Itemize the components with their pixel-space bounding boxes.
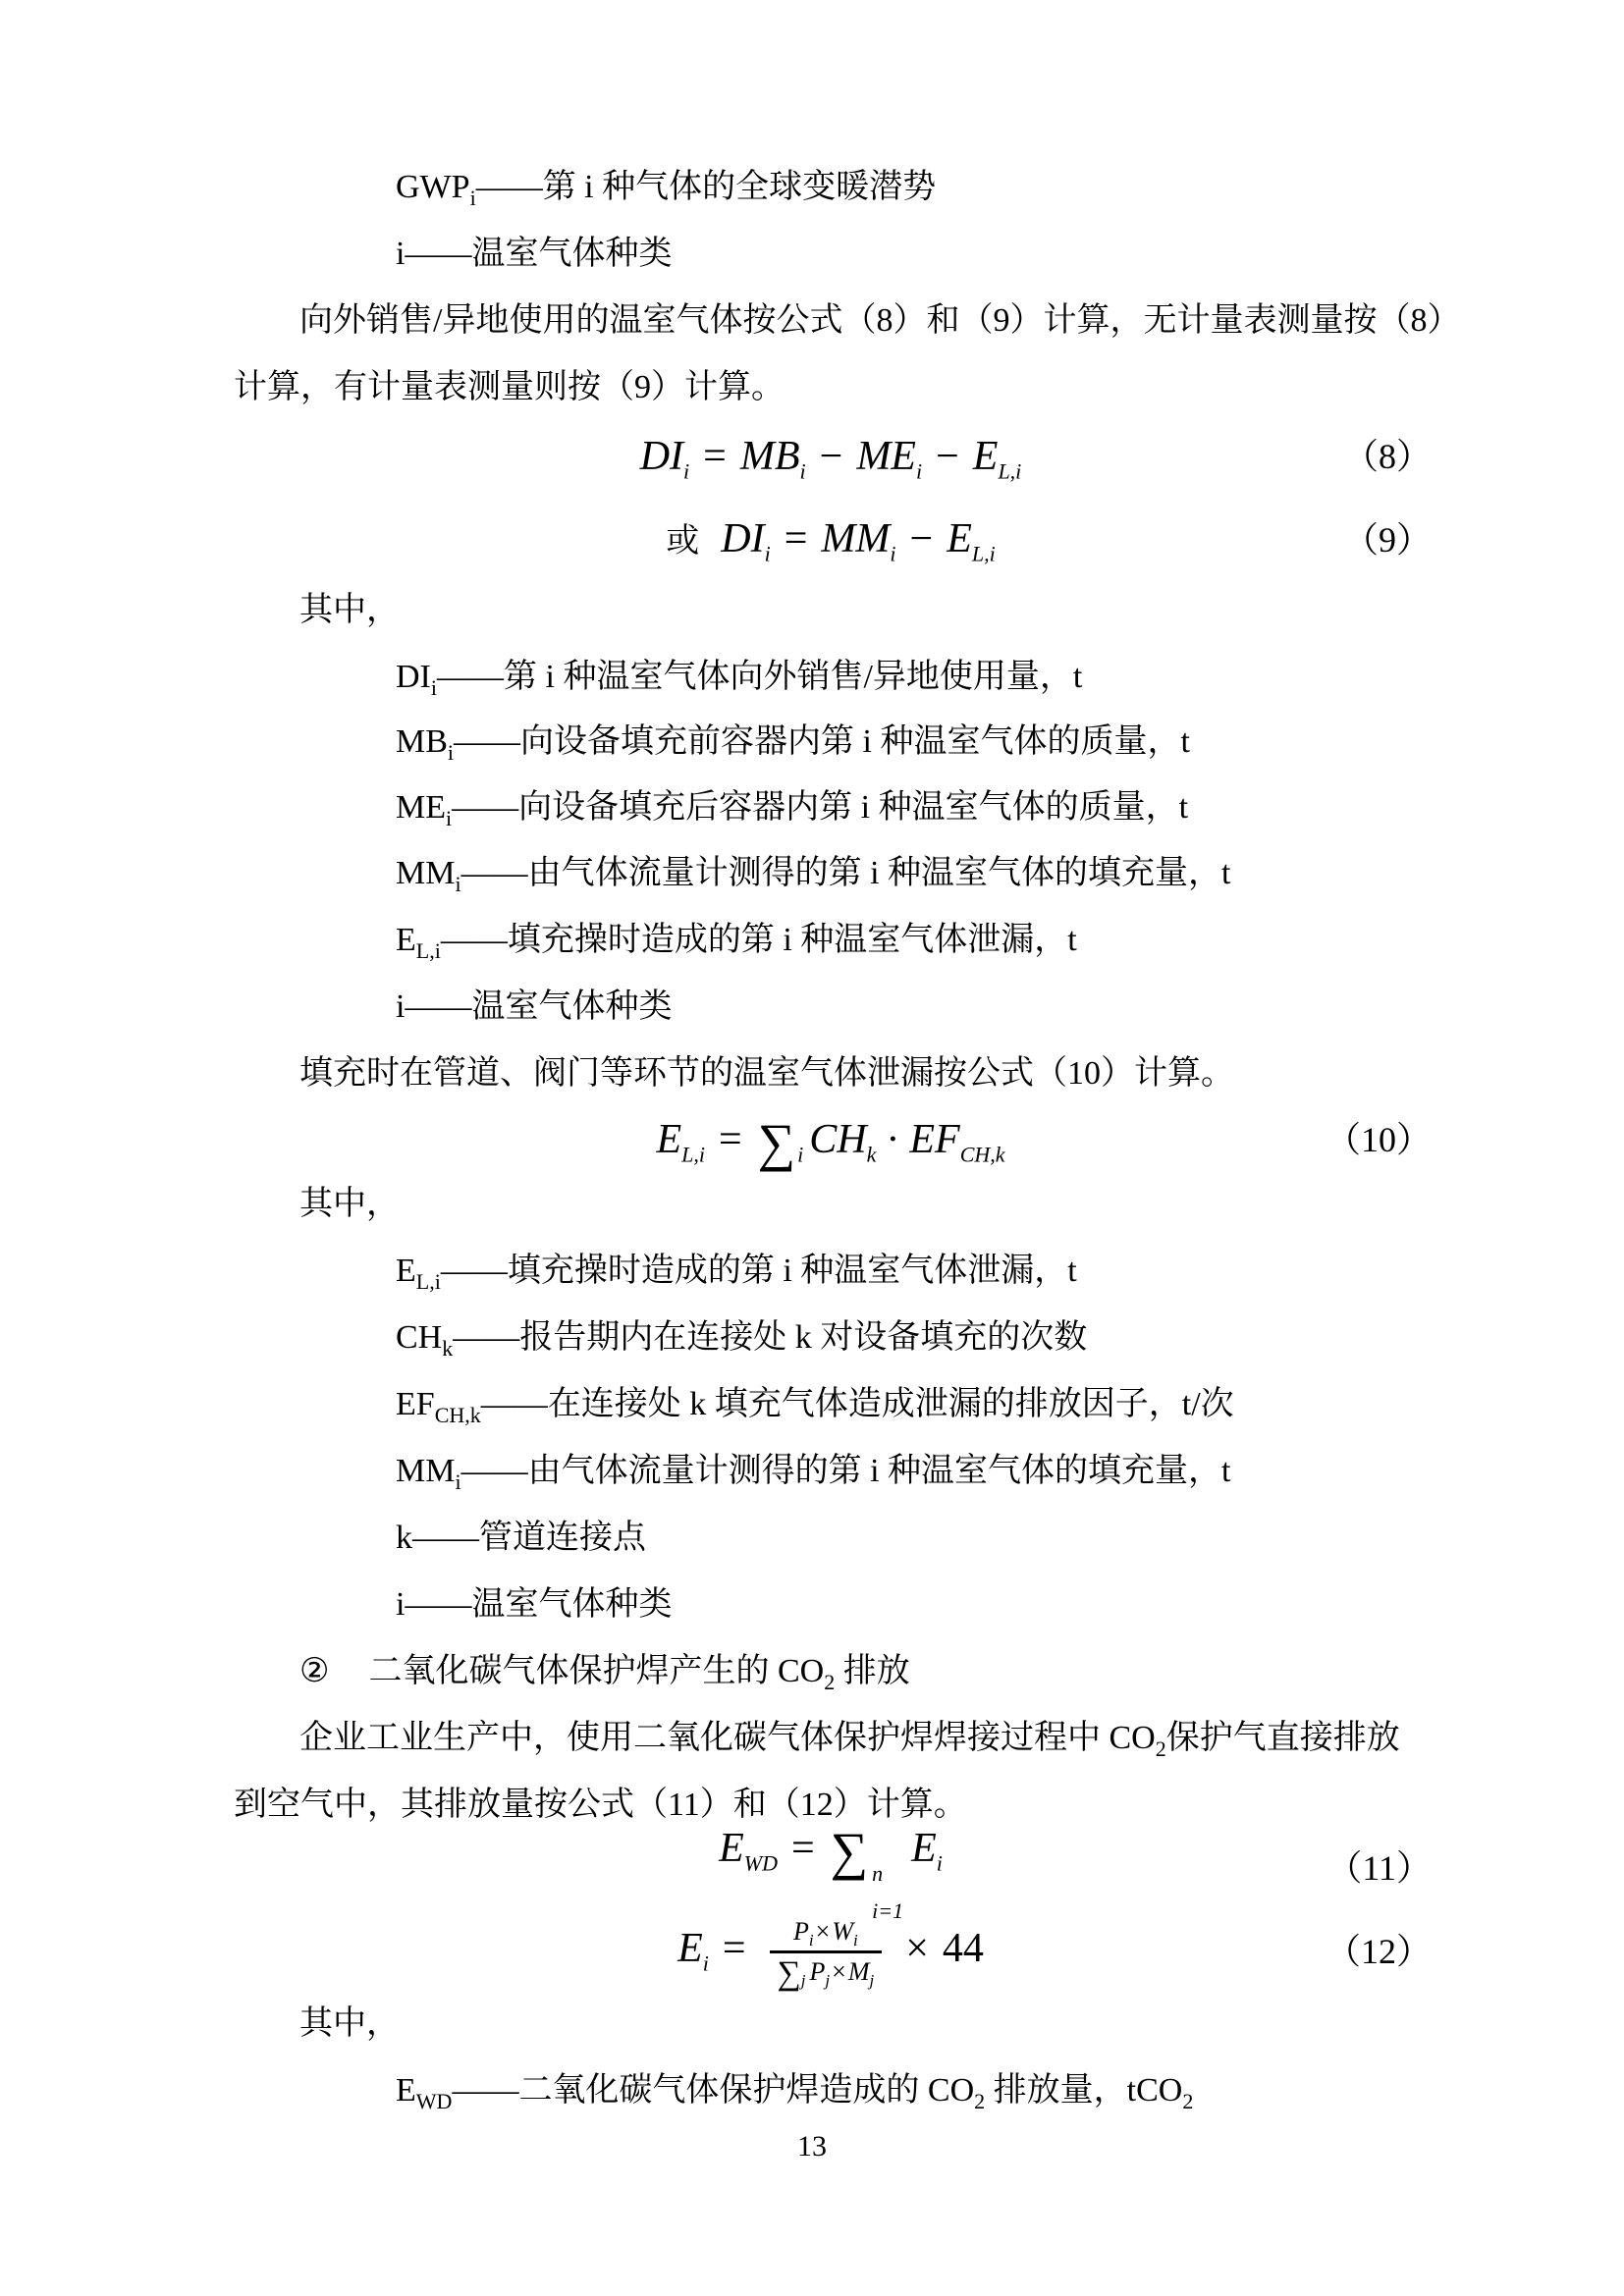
label-qizhong-3: 其中， (299, 2005, 400, 2042)
equation-number-9: （9） (1342, 520, 1432, 560)
page-number: 13 (797, 2130, 827, 2163)
definition-ch: $CH_k——$报告期内在连接处 k 对设备填充的次数 (396, 1319, 1088, 1361)
formula-8: $DI_i = MB_i - ME_i - E_{L,i}$ (639, 434, 1022, 484)
definition-me: $ME_i——$向设备填充后容器内第 i 种温室气体的质量，t (396, 789, 1189, 830)
sigma-symbol: ∑ (777, 1954, 801, 1992)
sigma-symbol: ∑ (830, 1821, 869, 1881)
equation-8 (234, 423, 1467, 490)
definition-mm-2: $MM_i——$由气体流量计测得的第 i 种温室气体的填充量，t (396, 1453, 1231, 1494)
definition-eli-2: $E_{L,i}——$填充操时造成的第 i 种温室气体泄漏，t (396, 1253, 1077, 1294)
equation-number-12: （12） (1325, 1932, 1432, 1971)
formula-11: $E_{WD}$ = ∑ n i=1 $E_i$ (719, 1821, 943, 1923)
definition-eli-1: $E_{L,i}——$填充操时造成的第 i 种温室气体泄漏，t (396, 922, 1077, 963)
fraction (770, 1915, 883, 1992)
heading-co2-welding: ② 二氧化碳气体保护焊产生的 $CO_2$ 排放 (299, 1653, 910, 1694)
definition-k: k——管道连接点 (396, 1520, 646, 1556)
formula-10: $E_{L,i} = \sum_i$ $CH_k \cdot EF_{CH,k}$ (656, 1113, 1005, 1172)
label-qizhong-1: 其中， (299, 592, 400, 628)
formula-12: $E_i$ = $\frac{P_i\times W_i}{\sum_j P_j\times M_j}$ × 44 (677, 1916, 984, 1992)
definition-gas-type-1: i——温室气体种类 (396, 236, 673, 272)
definition-gas-type-2: i——温室气体种类 (396, 988, 673, 1025)
definition-ewd: $E_{WD}——$二氧化碳气体保护焊造成的 $CO_2$ 排放量，tCO$_2$ (396, 2072, 1194, 2113)
definition-ef: $EF_{CH,k}——$在连接处 k 填充气体造成泄漏的排放因子，t/次 (396, 1386, 1234, 1427)
paragraph-welding-line-2: 到空气中，其排放量按公式（11）和（12）计算。 (234, 1787, 967, 1823)
formula-9: 或 $DI_i = MM_i - E_{L,i}$ (666, 515, 996, 565)
equation-10 (234, 1106, 1467, 1173)
definition-di: $DI_i——$第 i 种温室气体向外销售/异地使用量，t (396, 659, 1083, 700)
fraction-numerator: $P_i\times W_i$ (793, 1916, 858, 1949)
label-qizhong-2: 其中， (299, 1186, 400, 1222)
sigma-limits: n i=1 (872, 1860, 904, 1923)
paragraph-sales-line-2: 计算，有计量表测量则按（9）计算。 (234, 369, 785, 405)
equation-11 (234, 1821, 1467, 1923)
subscript: i (469, 185, 476, 210)
sigma-symbol: ∑ (757, 1113, 796, 1172)
definition-gwp: $GWP_i——$第 i 种气体的全球变暖潜势 (396, 169, 937, 210)
fraction-denominator: $\sum_j$ $P_j\times M_j$ (770, 1950, 883, 1989)
equation-number-10: （10） (1325, 1120, 1432, 1159)
definition-mm-1: $MM_i——$由气体流量计测得的第 i 种温室气体的填充量，t (396, 855, 1231, 896)
paragraph-sales-line-1: 向外销售/异地使用的温室气体按公式（8）和（9）计算，无计量表测量按（8） (299, 302, 1461, 339)
paragraph-filling: 填充时在管道、阀门等环节的温室气体泄漏按公式（10）计算。 (299, 1055, 1234, 1092)
circled-2-marker: ② (299, 1653, 330, 1689)
definition-mb: $MB_i——$向设备填充前容器内第 i 种温室气体的质量，t (396, 723, 1190, 765)
definition-gas-type-3: i——温室气体种类 (396, 1586, 673, 1623)
paragraph-welding-line-1: 企业工业生产中，使用二氧化碳气体保护焊焊接过程中 $CO_2$保护气直接排放 (299, 1720, 1400, 1761)
equation-number-8: （8） (1342, 437, 1432, 476)
equation-12 (234, 1897, 1467, 2005)
equation-9 (234, 507, 1467, 573)
equation-number-11: （11） (1326, 1848, 1432, 1888)
